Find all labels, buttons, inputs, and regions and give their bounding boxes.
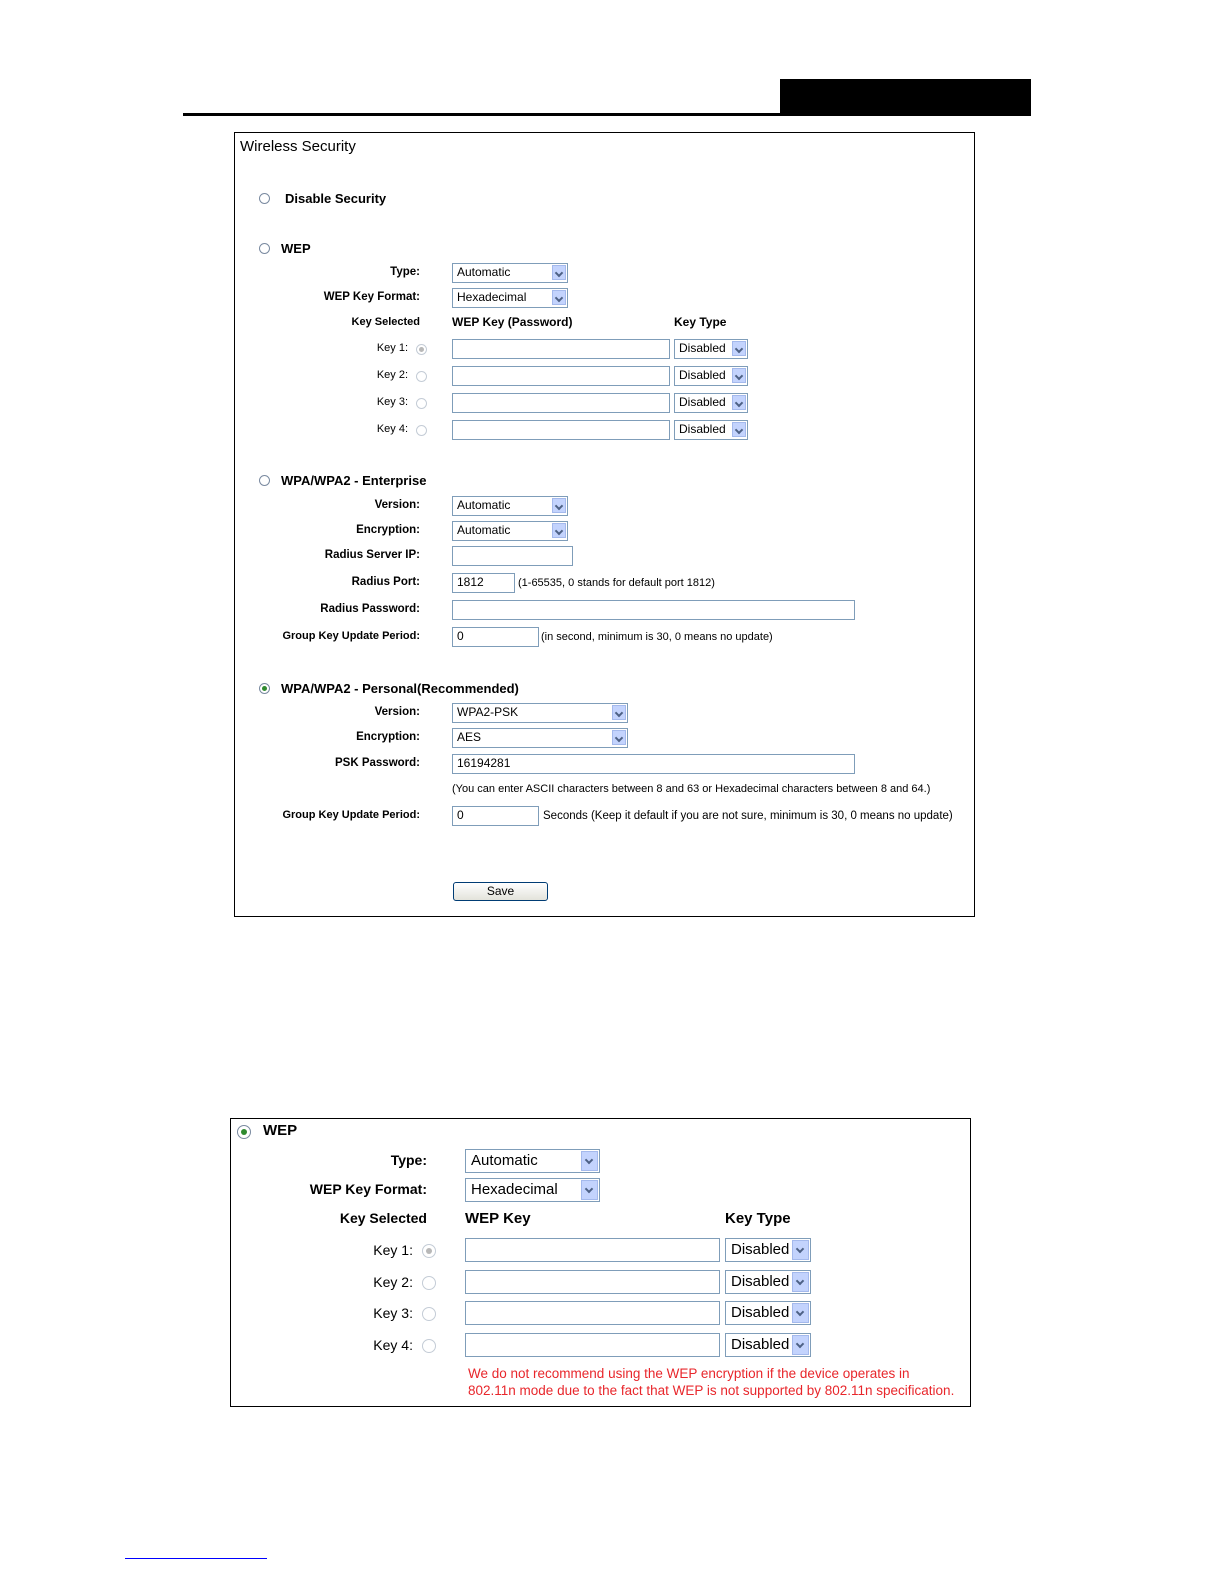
chevron-down-icon bbox=[732, 368, 746, 383]
personal-encryption-value: AES bbox=[457, 730, 482, 744]
key-type-value: Disabled bbox=[679, 368, 726, 382]
radius-port-label: Radius Port: bbox=[351, 576, 420, 588]
wep-type-select[interactable] bbox=[452, 263, 568, 283]
key-type-value: Disabled bbox=[679, 395, 726, 409]
radius-ip-label: Radius Server IP: bbox=[324, 549, 420, 561]
enterprise-group-key-input[interactable]: 0 bbox=[452, 627, 539, 647]
wep-format-label: WEP Key Format: bbox=[323, 291, 420, 303]
wep-format-select[interactable] bbox=[452, 288, 568, 308]
chevron-down-icon bbox=[792, 1303, 809, 1323]
chevron-down-icon bbox=[792, 1272, 809, 1292]
chevron-down-icon bbox=[552, 265, 566, 280]
chevron-down-icon bbox=[732, 422, 746, 437]
chevron-down-icon bbox=[552, 523, 566, 538]
personal-encryption-label: Encryption: bbox=[356, 731, 420, 743]
enterprise-label: WPA/WPA2 - Enterprise bbox=[281, 473, 427, 488]
wep-type-value: Automatic bbox=[457, 265, 511, 279]
key-type-value: Disabled bbox=[731, 1336, 790, 1353]
personal-label: WPA/WPA2 - Personal(Recommended) bbox=[281, 681, 519, 696]
col-wep-key: WEP Key bbox=[465, 1210, 531, 1227]
chevron-down-icon bbox=[581, 1180, 598, 1200]
wep-warning-line2: 802.11n mode due to the fact that WEP is not supported by 802.11n specification. bbox=[468, 1383, 955, 1398]
wep-format-select[interactable] bbox=[465, 1178, 600, 1202]
header-block bbox=[780, 79, 1031, 116]
key-selected-radio[interactable] bbox=[416, 371, 427, 382]
key-type-value: Disabled bbox=[679, 341, 726, 355]
enterprise-encryption-value: Automatic bbox=[457, 523, 511, 537]
personal-version-select[interactable] bbox=[452, 703, 628, 723]
personal-group-key-label: Group Key Update Period: bbox=[282, 809, 420, 821]
wep-key-input[interactable] bbox=[465, 1333, 720, 1357]
key-selected-radio[interactable] bbox=[416, 425, 427, 436]
col-key-type: Key Type bbox=[674, 315, 727, 329]
disable-security-radio[interactable] bbox=[259, 193, 270, 204]
col-key-type: Key Type bbox=[725, 1210, 791, 1227]
col-wep-key: WEP Key (Password) bbox=[452, 315, 573, 329]
key-type-select[interactable] bbox=[674, 393, 748, 413]
key-type-value: Disabled bbox=[731, 1273, 790, 1290]
chevron-down-icon bbox=[732, 341, 746, 356]
wep-format-value: Hexadecimal bbox=[457, 290, 527, 304]
key-label: Key 4: bbox=[376, 423, 408, 435]
key-selected-radio[interactable] bbox=[422, 1339, 436, 1353]
key-selected-radio[interactable] bbox=[422, 1307, 436, 1321]
header-rule bbox=[183, 113, 1031, 116]
chevron-down-icon bbox=[612, 730, 626, 745]
key-label: Key 4: bbox=[373, 1337, 413, 1353]
page-title: Wireless Security bbox=[240, 138, 356, 155]
wep-type-value: Automatic bbox=[471, 1152, 538, 1169]
personal-version-value: WPA2-PSK bbox=[457, 705, 519, 719]
wep-key-input[interactable] bbox=[452, 420, 670, 440]
wep-radio[interactable] bbox=[237, 1125, 251, 1139]
key-selected-radio[interactable] bbox=[422, 1276, 436, 1290]
wep-type-label: Type: bbox=[390, 266, 420, 278]
wep-format-label: WEP Key Format: bbox=[309, 1181, 427, 1197]
psk-password-input[interactable]: 16194281 bbox=[452, 754, 855, 774]
wep-radio[interactable] bbox=[259, 243, 270, 254]
enterprise-radio[interactable] bbox=[259, 475, 270, 486]
chevron-down-icon bbox=[792, 1240, 809, 1260]
key-type-select[interactable] bbox=[725, 1270, 811, 1294]
key-type-select[interactable] bbox=[674, 339, 748, 359]
disable-security-label: Disable Security bbox=[285, 191, 387, 206]
personal-radio[interactable] bbox=[259, 683, 270, 694]
wep-label: WEP bbox=[281, 241, 311, 256]
wep-format-value: Hexadecimal bbox=[471, 1181, 558, 1198]
radius-ip-input[interactable] bbox=[452, 546, 573, 566]
personal-group-key-note: Seconds (Keep it default if you are not sure, minimum is 30, 0 means no update) bbox=[543, 810, 953, 822]
chevron-down-icon bbox=[732, 395, 746, 410]
key-selected-radio[interactable] bbox=[416, 344, 427, 355]
radius-password-input[interactable] bbox=[452, 600, 855, 620]
enterprise-encryption-select[interactable] bbox=[452, 521, 568, 541]
personal-group-key-input[interactable]: 0 bbox=[452, 806, 539, 826]
key-type-select[interactable] bbox=[725, 1238, 811, 1262]
wep-warning-line1: We do not recommend using the WEP encryption if the device operates in bbox=[468, 1366, 910, 1381]
psk-password-note: (You can enter ASCII characters between 8 and 63 or Hexadecimal characters between 8 and 64.) bbox=[452, 783, 931, 795]
wireless-security-panel bbox=[234, 132, 975, 917]
key-type-value: Disabled bbox=[731, 1241, 790, 1258]
save-button[interactable]: Save bbox=[453, 882, 548, 901]
key-selected-radio[interactable] bbox=[416, 398, 427, 409]
wep-label: WEP bbox=[263, 1122, 298, 1139]
wep-key-input[interactable] bbox=[465, 1270, 720, 1294]
footer-link-underline bbox=[125, 1558, 267, 1559]
key-label: Key 2: bbox=[373, 1274, 413, 1290]
enterprise-version-label: Version: bbox=[374, 499, 420, 511]
personal-version-label: Version: bbox=[374, 706, 420, 718]
psk-password-label: PSK Password: bbox=[335, 757, 420, 769]
key-type-select[interactable] bbox=[674, 366, 748, 386]
personal-encryption-select[interactable] bbox=[452, 728, 628, 748]
enterprise-version-select[interactable] bbox=[452, 496, 568, 516]
enterprise-group-key-label: Group Key Update Period: bbox=[282, 630, 420, 642]
key-label: Key 1: bbox=[373, 1242, 413, 1258]
chevron-down-icon bbox=[552, 498, 566, 513]
wep-key-input[interactable] bbox=[452, 366, 670, 386]
chevron-down-icon bbox=[581, 1151, 598, 1171]
key-type-value: Disabled bbox=[731, 1304, 790, 1321]
wep-type-select[interactable] bbox=[465, 1149, 600, 1173]
key-label: Key 2: bbox=[376, 369, 408, 381]
wep-key-input[interactable] bbox=[452, 339, 670, 359]
wep-detail-panel bbox=[230, 1118, 971, 1407]
wep-type-label: Type: bbox=[390, 1152, 427, 1168]
col-key-selected: Key Selected bbox=[339, 1210, 427, 1226]
col-key-selected: Key Selected bbox=[351, 316, 420, 328]
radius-port-note: (1-65535, 0 stands for default port 1812) bbox=[518, 577, 715, 589]
chevron-down-icon bbox=[792, 1335, 809, 1355]
chevron-down-icon bbox=[552, 290, 566, 305]
wep-key-input[interactable] bbox=[465, 1301, 720, 1325]
radius-port-input[interactable]: 1812 bbox=[452, 573, 515, 593]
key-type-value: Disabled bbox=[679, 422, 726, 436]
enterprise-group-key-note: (in second, minimum is 30, 0 means no update) bbox=[541, 631, 773, 643]
key-type-select[interactable] bbox=[725, 1333, 811, 1357]
key-label: Key 3: bbox=[373, 1305, 413, 1321]
enterprise-version-value: Automatic bbox=[457, 498, 511, 512]
key-selected-radio[interactable] bbox=[422, 1244, 436, 1258]
key-label: Key 1: bbox=[376, 342, 408, 354]
key-label: Key 3: bbox=[376, 396, 408, 408]
wep-key-input[interactable] bbox=[465, 1238, 720, 1262]
chevron-down-icon bbox=[612, 705, 626, 720]
key-type-select[interactable] bbox=[674, 420, 748, 440]
radius-password-label: Radius Password: bbox=[320, 603, 420, 615]
enterprise-encryption-label: Encryption: bbox=[356, 524, 420, 536]
wep-key-input[interactable] bbox=[452, 393, 670, 413]
key-type-select[interactable] bbox=[725, 1301, 811, 1325]
